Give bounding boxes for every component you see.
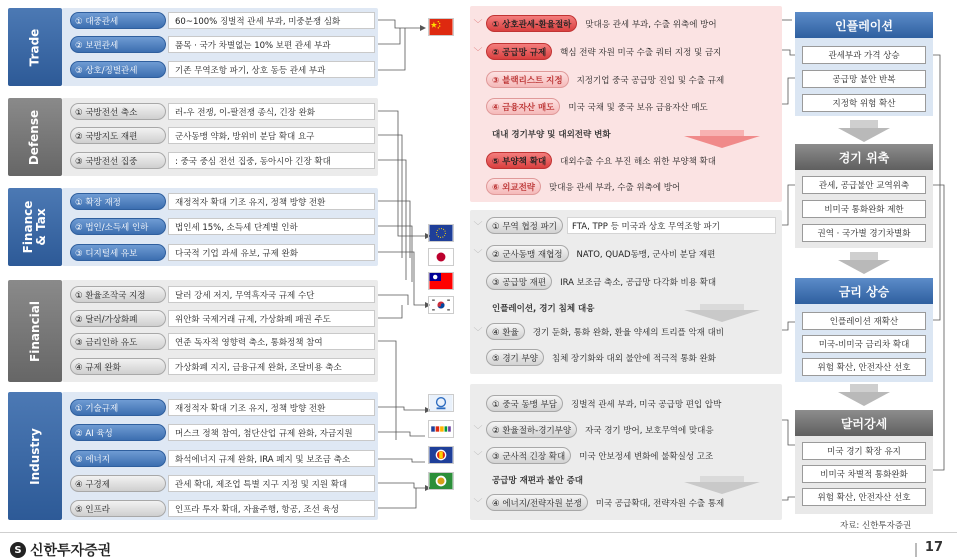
category-financial: Financial	[8, 280, 62, 382]
down-arrow-bar	[850, 120, 878, 128]
african-union-logo-icon	[428, 472, 454, 490]
chevron-down-icon: ﹀	[473, 222, 483, 232]
item-text: 재정적자 확대 기조 유지, 정책 방향 전환	[168, 193, 375, 210]
list-item	[70, 11, 375, 30]
japan-flag-icon	[428, 248, 454, 266]
item-label: ③ 디지털세 유보	[70, 244, 166, 261]
list-item	[70, 449, 375, 468]
list-item	[70, 332, 375, 351]
item-text: FTA, TPP 등 미국과 상호 무역조항 파기	[567, 217, 776, 234]
item-text: 자국 경기 방어, 보호무역에 맞대응	[585, 425, 714, 436]
connector-line	[378, 305, 402, 318]
item-label: ② AI 육성	[70, 424, 166, 441]
item-label: ④ 구경제	[70, 475, 166, 492]
category-defense: Defense	[8, 98, 62, 176]
item-label: ③ 블랙리스트 지정	[486, 71, 569, 88]
shinhan-logo-icon: S	[10, 542, 26, 558]
item-label: ⑤ 경기 부양	[486, 349, 544, 366]
down-arrow-icon	[684, 310, 760, 322]
section-subhead: 대내 경기부양 및 대외전략 변화	[492, 130, 611, 140]
list-item	[70, 151, 375, 170]
chevron-down-icon: ﹀	[473, 20, 483, 30]
list-item	[470, 272, 776, 291]
contraction-header: 경기 위축	[795, 144, 933, 170]
korea-flag-icon	[428, 296, 454, 314]
outcome-item: 권역 · 국가별 경기차별화	[802, 224, 926, 242]
outcome-item: 위험 확산, 안전자산 선호	[802, 358, 926, 376]
list-item	[470, 420, 776, 439]
chevron-down-icon: ﹀	[473, 48, 483, 58]
item-text: 군사동맹 약화, 방위비 분담 확대 요구	[168, 127, 375, 144]
taiwan-flag-icon	[428, 272, 454, 290]
item-label: ① 환율조작국 지정	[70, 286, 166, 303]
logo-text: 신한투자증권	[30, 543, 112, 559]
list-item	[70, 499, 375, 518]
item-label: ① 상호관세-환율절하	[486, 15, 577, 32]
list-item	[470, 151, 776, 170]
item-label: ③ 금리인하 유도	[70, 333, 166, 350]
item-text: 맞대응 관세 부과, 수출 위축에 방어	[549, 182, 681, 193]
connector-line	[378, 459, 425, 462]
item-text: 맞대응 관세 부과, 수출 위축에 방어	[585, 19, 717, 30]
item-text: 러-우 전쟁, 이-팔전쟁 종식, 긴장 완화	[168, 103, 375, 120]
item-label: ② 환율절하-경기부양	[486, 421, 577, 438]
page-number: 17	[924, 540, 943, 555]
eu-flag-icon	[428, 224, 454, 242]
item-text: : 중국 중심 전선 집중, 동아시아 긴장 확대	[168, 152, 375, 169]
item-label: ④ 규제 완화	[70, 358, 166, 375]
item-text: 핵심 전략 자원 미국 수출 쿼터 지정 및 금지	[560, 47, 722, 58]
list-item	[470, 244, 776, 263]
connector-line	[378, 226, 412, 282]
item-label: ② 달러/가상화폐	[70, 310, 166, 327]
connector-line	[378, 407, 425, 410]
item-label: ④ 금융자산 매도	[486, 98, 560, 115]
item-text: 침체 장기화와 대외 불안에 적극적 통화 완화	[551, 353, 716, 364]
down-arrow-bar	[850, 384, 878, 392]
item-label: ① 국방전선 축소	[70, 103, 166, 120]
list-item	[70, 217, 375, 236]
item-text: 연준 독자적 영향력 축소, 통화정책 참여	[168, 333, 375, 350]
list-item	[70, 474, 375, 493]
item-text: IRA 보조금 축소, 공급망 다각화 비용 확대	[560, 277, 717, 288]
list-item	[470, 97, 776, 116]
connector-line	[378, 28, 405, 70]
item-label: ① 중국 동맹 부담	[486, 395, 563, 412]
outcome-item: 비미국 차별적 통화완화	[802, 465, 926, 483]
opec-logo-icon	[428, 394, 454, 412]
list-item	[70, 398, 375, 417]
chevron-down-icon: ﹀	[473, 328, 483, 338]
item-text: 미국 국채 및 중국 보유 금융자산 매도	[568, 102, 708, 113]
connector-line	[378, 20, 420, 28]
list-item	[470, 348, 776, 367]
outcome-item: 인플레이션 재확산	[802, 312, 926, 330]
page-divider	[915, 543, 917, 557]
item-text: 인프라 투자 확대, 자율주행, 항공, 조선 육성	[168, 500, 375, 517]
category-trade: Trade	[8, 8, 62, 86]
outcome-item: 공급망 불안 반복	[802, 70, 926, 88]
item-text: 화석에너지 규제 완화, IRA 폐지 및 보조금 축소	[168, 450, 375, 467]
list-item	[70, 35, 375, 54]
item-label: ① 무역 협정 파기	[486, 217, 563, 234]
item-label: ② 군사동맹 재협정	[486, 245, 569, 262]
list-item	[70, 423, 375, 442]
item-text: 재정적자 확대 기조 유지, 정책 방향 전환	[168, 399, 375, 416]
item-label: ① 확장 재정	[70, 193, 166, 210]
item-label: ⑤ 부양책 확대	[486, 152, 552, 169]
item-text: 경기 둔화, 통화 완화, 환율 약세의 트리플 악재 대비	[532, 327, 724, 338]
list-item	[470, 322, 776, 341]
footer-divider	[0, 532, 957, 533]
connector-line	[378, 341, 396, 440]
item-text: 관세 확대, 제조업 특별 지구 지정 및 지원 확대	[168, 475, 375, 492]
down-arrow-bar	[850, 252, 878, 260]
dollar-strength-header: 달러강세	[795, 410, 933, 436]
section-subhead: 공급망 재편과 불안 증대	[492, 476, 583, 486]
item-label: ③ 군사적 긴장 확대	[486, 447, 571, 464]
down-arrow-icon	[838, 128, 890, 142]
list-item	[70, 126, 375, 145]
connector-line	[378, 488, 416, 508]
list-item	[470, 42, 776, 61]
connector-line	[378, 28, 400, 44]
list-item	[70, 285, 375, 304]
item-text: 미국 공급확대, 전략자원 수출 통제	[595, 498, 725, 509]
item-text: 60~100% 징벌적 관세 부과, 미중분쟁 심화	[168, 12, 375, 29]
item-text: 기존 무역조항 파기, 상호 동등 관세 부과	[168, 61, 375, 78]
list-item	[70, 192, 375, 211]
item-text: 미국 안보정세 변화에 불확실성 고조	[579, 451, 714, 462]
inflation-header: 인플레이션	[795, 12, 933, 38]
item-label: ⑥ 외교전략	[486, 178, 541, 195]
item-label: ⑤ 인프라	[70, 500, 166, 517]
list-item	[470, 493, 776, 512]
item-label: ② 보편관세	[70, 36, 166, 53]
down-arrow-icon	[838, 392, 890, 406]
item-label: ② 국방지도 재편	[70, 127, 166, 144]
item-text: 법인세 15%, 소득세 단계별 인하	[168, 218, 375, 235]
outcome-item: 관세, 공급불안 교역위축	[802, 176, 926, 194]
list-item	[470, 394, 776, 413]
category-finance-tax: Finance & Tax	[8, 188, 62, 266]
connector-line	[378, 295, 408, 305]
item-label: ③ 공급망 재편	[486, 273, 552, 290]
outcome-item: 미국-비미국 금리차 확대	[802, 335, 926, 353]
section-subhead: 인플레이션, 경기 침체 대응	[492, 304, 595, 314]
outcome-item: 관세부과 가격 상승	[802, 46, 926, 64]
item-label: ② 법인/소득세 인하	[70, 218, 166, 235]
item-text: 징벌적 관세 부과, 미국 공급망 편입 압박	[571, 399, 722, 410]
list-item	[70, 243, 375, 262]
list-item	[470, 14, 776, 33]
list-item	[70, 357, 375, 376]
list-item	[470, 446, 776, 465]
item-label: ③ 상호/징벌관세	[70, 61, 166, 78]
list-item	[470, 177, 776, 196]
outcome-item: 미국 경기 확장 유지	[802, 442, 926, 460]
item-text: NATO, QUAD동맹, 군사비 분담 재편	[576, 249, 716, 260]
item-label: ① 대중관세	[70, 12, 166, 29]
item-label: ③ 국방전선 집중	[70, 152, 166, 169]
list-item	[70, 102, 375, 121]
item-label: ① 기술규제	[70, 399, 166, 416]
item-text: 다국적 기업 과세 유보, 규제 완화	[168, 244, 375, 261]
list-item	[70, 309, 375, 328]
list-item	[470, 70, 776, 89]
item-label: ② 공급망 규제	[486, 43, 552, 60]
outcome-item: 비미국 통화완화 제한	[802, 200, 926, 218]
item-text: 대외수출 수요 부진 해소 위한 부양책 확대	[560, 156, 716, 167]
down-arrow-icon	[684, 136, 760, 148]
brics-logo-icon	[428, 420, 454, 438]
item-text: 가상화폐 지지, 금융규제 완화, 조달비용 축소	[168, 358, 375, 375]
chevron-down-icon: ﹀	[473, 426, 483, 436]
item-text: 달러 강세 저지, 무역흑자국 규제 수단	[168, 286, 375, 303]
item-label: ④ 에너지/전략자원 분쟁	[486, 494, 588, 511]
connector-line	[378, 201, 410, 258]
chevron-down-icon: ﹀	[473, 250, 483, 260]
chevron-down-icon: ﹀	[473, 499, 483, 509]
china-flag-icon	[428, 18, 454, 36]
item-label: ④ 환율	[486, 323, 525, 340]
chevron-down-icon: ﹀	[473, 452, 483, 462]
item-text: 위안화 국제거래 규제, 가상화폐 패권 주도	[168, 310, 375, 327]
item-text: 머스크 정책 참여, 첨단산업 규제 완화, 자금지원	[168, 424, 375, 441]
item-text: 품목 · 국가 차별없는 10% 보편 관세 부과	[168, 36, 375, 53]
connector-line	[378, 111, 425, 236]
company-logo	[10, 540, 111, 560]
asean-logo-icon	[428, 446, 454, 464]
item-text: 지정기업 중국 공급망 진입 및 수출 규제	[576, 75, 725, 86]
connector-line	[378, 483, 425, 488]
item-label: ③ 에너지	[70, 450, 166, 467]
down-arrow-icon	[838, 260, 890, 274]
outcome-item: 위험 확산, 안전자산 선호	[802, 488, 926, 506]
connector-line	[378, 432, 425, 436]
list-item	[470, 216, 776, 235]
connector-line	[378, 252, 425, 305]
source-note: 자료: 신한투자증권	[840, 521, 912, 531]
rate-rise-header: 금리 상승	[795, 278, 933, 304]
category-industry: Industry	[8, 392, 62, 520]
list-item	[70, 60, 375, 79]
outcome-item: 지정학 위험 확산	[802, 94, 926, 112]
